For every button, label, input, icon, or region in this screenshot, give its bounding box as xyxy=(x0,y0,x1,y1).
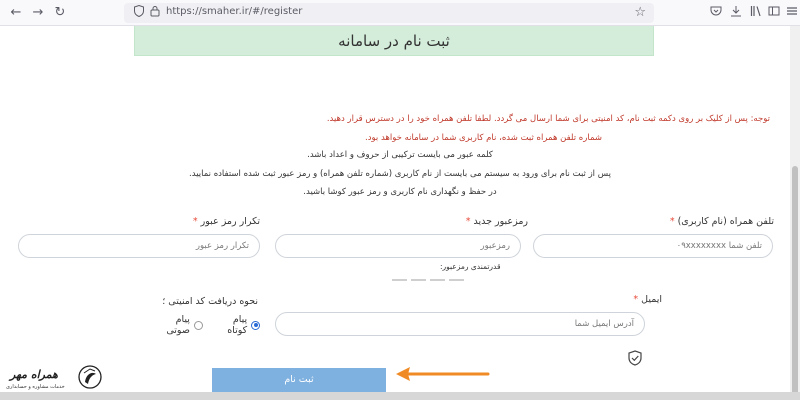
note-line: کلمه عبور می بایست ترکیبی از حروف و اعداد باشد. xyxy=(307,150,493,160)
lock-icon[interactable] xyxy=(148,5,162,21)
note-line: پس از ثبت نام برای ورود به سیستم می بایست از نام کاربری (شماره تلفن همراه) و رمز عبور ثبت شده استفاده نمایید. xyxy=(189,168,611,179)
radio-voice-label[interactable]: پیام صوتی xyxy=(166,314,190,336)
pocket-icon[interactable] xyxy=(708,5,724,21)
url-text[interactable]: https://smaher.ir/#/register xyxy=(166,6,303,17)
page-scrollbar[interactable] xyxy=(790,26,800,392)
phone-input[interactable]: تلفن شما ۰۹xxxxxxxx xyxy=(533,234,773,258)
back-icon[interactable]: ← xyxy=(10,5,22,20)
arrow-left-icon xyxy=(394,366,490,382)
sidebar-icon[interactable] xyxy=(766,5,782,21)
radio-sms[interactable] xyxy=(251,321,260,330)
radio-sms-label[interactable]: پیام کوتاه xyxy=(227,314,248,336)
email-label: ایمیل* xyxy=(633,294,662,305)
password-strength-meter xyxy=(392,279,464,281)
instructions-center xyxy=(150,146,650,202)
logo-tagline: خدمات مشاوره و حسابداری xyxy=(6,384,65,390)
download-icon[interactable] xyxy=(728,5,744,21)
note-line: توجه: پس از کلیک بر روی دکمه ثبت نام، کد امنیتی برای شما ارسال می گردد. لطفا تلفن همراه خود را در دسترس قرار دهید. xyxy=(326,114,770,124)
note-line: در حفظ و نگهداری نام کاربری و رمز عبور کوشا باشید. xyxy=(303,187,497,197)
delivery-method-group xyxy=(150,314,260,336)
library-icon[interactable] xyxy=(748,5,764,21)
menu-icon[interactable] xyxy=(784,5,800,21)
registration-page xyxy=(0,26,790,392)
note-line: شماره تلفن همراه ثبت شده، نام کاربری شما در سامانه خواهد بود. xyxy=(365,132,602,143)
phone-label: تلفن همراه (نام کاربری)* xyxy=(669,216,774,227)
confirm-password-label: تکرار رمز عبور* xyxy=(192,216,260,227)
shield-check-icon xyxy=(628,350,642,366)
star-icon[interactable]: ☆ xyxy=(634,5,646,20)
password-label: رمزعبور جدید* xyxy=(465,216,528,227)
reload-icon[interactable]: ↻ xyxy=(54,5,66,20)
radio-voice[interactable] xyxy=(194,321,203,330)
page-title-banner xyxy=(134,26,654,56)
password-input[interactable]: رمزعبور xyxy=(275,234,521,258)
email-input[interactable]: آدرس ایمیل شما xyxy=(275,312,645,336)
logo-name: همراه مهر xyxy=(10,368,58,381)
delivery-method-label: نحوه دریافت کد امنیتی ؛ xyxy=(162,296,258,307)
browser-toolbar xyxy=(0,0,800,26)
forward-icon[interactable]: → xyxy=(32,5,44,20)
shield-icon[interactable] xyxy=(132,5,146,21)
scrollbar-thumb[interactable] xyxy=(792,166,798,400)
password-strength-label: قدرتمندی رمزعبور: xyxy=(440,262,501,271)
horizontal-scrollbar[interactable] xyxy=(0,392,800,400)
register-submit-button[interactable]: ثبت نام xyxy=(212,368,386,392)
instructions xyxy=(150,110,770,147)
url-bar[interactable] xyxy=(124,3,654,23)
confirm-password-input[interactable]: تکرار رمز عبور xyxy=(18,234,260,258)
page-title: ثبت نام در سامانه xyxy=(338,31,450,50)
